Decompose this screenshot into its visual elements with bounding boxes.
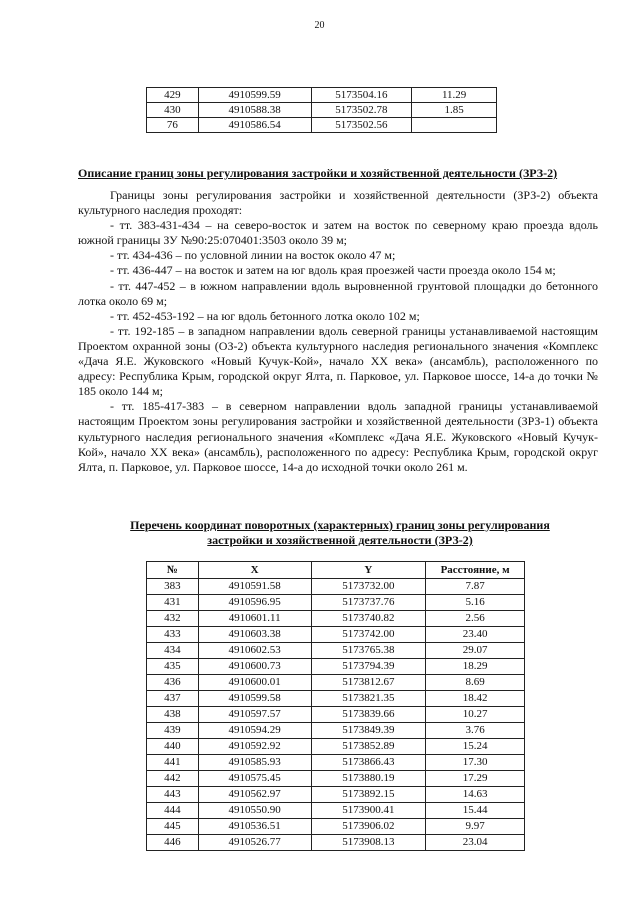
x-coordinate-cell: 4910588.38 [198, 103, 311, 118]
coordinates-table [146, 561, 525, 851]
table-row [147, 755, 525, 771]
paragraph: - тт. 383-431-434 – на северо-восток и затем на восток по северному краю проезда вдоль южной границы ЗУ №90:25:070401:3503 около 39 м; [78, 218, 598, 248]
table-row [147, 595, 525, 611]
column-header-y: Y [311, 562, 426, 579]
coordinates-list-heading: Перечень координат поворотных (характерных) границ зоны регулирования застройки и хозяйственной деятельности (ЗРЗ-2) [130, 518, 550, 547]
point-number-cell: 440 [147, 739, 199, 755]
x-coordinate-cell: 4910599.58 [198, 691, 311, 707]
x-coordinate-cell: 4910575.45 [198, 771, 311, 787]
distance-cell: 23.40 [426, 627, 525, 643]
x-coordinate-cell: 4910600.73 [198, 659, 311, 675]
paragraph: - тт. 192-185 – в западном направлении вдоль северной границы устанавливаемой настоящим Проектом охранной зоны (ОЗ-2) объекта культурного наследия регионального значения «Комплекс «Дача Я.Е. Жуковского «Новый Кучук-Кой», начало XX века» (ансамбль), расположенного по адресу: Республика Крым, городской округ Ялта, п. Парковое, ул. Парковое шоссе, 14-а до точки № 185 около 144 м; [78, 323, 598, 399]
point-number-cell: 434 [147, 643, 199, 659]
x-coordinate-cell: 4910597.57 [198, 707, 311, 723]
x-coordinate-cell: 4910594.29 [198, 723, 311, 739]
point-number-cell: 76 [147, 118, 199, 133]
distance-cell: 5.16 [426, 595, 525, 611]
x-coordinate-cell: 4910591.58 [198, 579, 311, 595]
table-row [147, 707, 525, 723]
table-row [147, 771, 525, 787]
point-number-cell: 441 [147, 755, 199, 771]
point-number-cell: 445 [147, 819, 199, 835]
table-row [147, 659, 525, 675]
distance-cell: 29.07 [426, 643, 525, 659]
distance-cell: 23.04 [426, 835, 525, 851]
y-coordinate-cell: 5173839.66 [311, 707, 426, 723]
distance-cell: 2.56 [426, 611, 525, 627]
column-header-distance: Расстояние, м [426, 562, 525, 579]
point-number-cell: 432 [147, 611, 199, 627]
y-coordinate-cell: 5173866.43 [311, 755, 426, 771]
column-header-number: № [147, 562, 199, 579]
paragraph: Границы зоны регулирования застройки и хозяйственной деятельности (ЗРЗ-2) объекта культурного наследия проходят: [78, 188, 598, 218]
y-coordinate-cell: 5173765.38 [311, 643, 426, 659]
point-number-cell: 437 [147, 691, 199, 707]
coordinates-table-continued [146, 87, 497, 133]
point-number-cell: 431 [147, 595, 199, 611]
page-number: 20 [314, 20, 325, 31]
x-coordinate-cell: 4910603.38 [198, 627, 311, 643]
table-row [147, 723, 525, 739]
paragraph: - тт. 434-436 – по условной линии на восток около 47 м; [110, 248, 396, 263]
point-number-cell: 383 [147, 579, 199, 595]
section-heading: Описание границ зоны регулирования застройки и хозяйственной деятельности (ЗРЗ-2) [78, 166, 558, 180]
distance-cell: 7.87 [426, 579, 525, 595]
table-row [147, 611, 525, 627]
point-number-cell: 439 [147, 723, 199, 739]
x-coordinate-cell: 4910586.54 [198, 118, 311, 133]
distance-cell: 10.27 [426, 707, 525, 723]
y-coordinate-cell: 5173852.89 [311, 739, 426, 755]
point-number-cell: 435 [147, 659, 199, 675]
paragraph: - тт. 447-452 – в южном направлении вдоль выровненной грунтовой площадки до бетонного лотка около 69 м; [78, 278, 598, 308]
table-row [147, 579, 525, 595]
table-row [147, 88, 497, 103]
table-row [147, 675, 525, 691]
x-coordinate-cell: 4910592.92 [198, 739, 311, 755]
point-number-cell: 433 [147, 627, 199, 643]
x-coordinate-cell: 4910550.90 [198, 803, 311, 819]
x-coordinate-cell: 4910562.97 [198, 787, 311, 803]
point-number-cell: 430 [147, 103, 199, 118]
y-coordinate-cell: 5173504.16 [311, 88, 412, 103]
table-row [147, 691, 525, 707]
point-number-cell: 443 [147, 787, 199, 803]
table-row [147, 643, 525, 659]
point-number-cell: 438 [147, 707, 199, 723]
y-coordinate-cell: 5173737.76 [311, 595, 426, 611]
paragraph: - тт. 452-453-192 – на юг вдоль бетонного лотка около 102 м; [110, 308, 420, 323]
distance-cell: 9.97 [426, 819, 525, 835]
y-coordinate-cell: 5173812.67 [311, 675, 426, 691]
x-coordinate-cell: 4910600.01 [198, 675, 311, 691]
y-coordinate-cell: 5173906.02 [311, 819, 426, 835]
table-row [147, 103, 497, 118]
distance-cell: 18.42 [426, 691, 525, 707]
y-coordinate-cell: 5173502.78 [311, 103, 412, 118]
point-number-cell: 446 [147, 835, 199, 851]
table-body [147, 88, 497, 133]
x-coordinate-cell: 4910526.77 [198, 835, 311, 851]
table-header-row [147, 562, 525, 579]
distance-cell: 3.76 [426, 723, 525, 739]
point-number-cell: 444 [147, 803, 199, 819]
point-number-cell: 442 [147, 771, 199, 787]
x-coordinate-cell: 4910599.59 [198, 88, 311, 103]
distance-cell: 18.29 [426, 659, 525, 675]
paragraph: - тт. 436-447 – на восток и затем на юг вдоль края проезжей части проезда около 154 м; [110, 263, 556, 278]
column-header-x: X [198, 562, 311, 579]
x-coordinate-cell: 4910596.95 [198, 595, 311, 611]
distance-cell: 17.30 [426, 755, 525, 771]
y-coordinate-cell: 5173742.00 [311, 627, 426, 643]
y-coordinate-cell: 5173880.19 [311, 771, 426, 787]
table-row [147, 819, 525, 835]
x-coordinate-cell: 4910536.51 [198, 819, 311, 835]
y-coordinate-cell: 5173502.56 [311, 118, 412, 133]
distance-cell: 15.24 [426, 739, 525, 755]
y-coordinate-cell: 5173821.35 [311, 691, 426, 707]
y-coordinate-cell: 5173794.39 [311, 659, 426, 675]
paragraph: - тт. 185-417-383 – в северном направлении вдоль западной границы устанавливаемой настоящим Проектом зоны регулирования застройки и хозяйственной деятельности (ЗРЗ-1) объекта культурного наследия регионального значения «Комплекс «Дача Я.Е. Жуковского «Новый Кучук-Кой», начало XX века» (ансамбль), расположенного по адресу: Республика Крым, городской округ Ялта, п. Парковое, ул. Парковое шоссе, 14-а до исходной точки около 261 м. [78, 399, 598, 474]
y-coordinate-cell: 5173900.41 [311, 803, 426, 819]
distance-cell: 15.44 [426, 803, 525, 819]
x-coordinate-cell: 4910601.11 [198, 611, 311, 627]
y-coordinate-cell: 5173892.15 [311, 787, 426, 803]
section-body [78, 188, 598, 475]
table-row [147, 118, 497, 133]
distance-cell: 1.85 [412, 103, 497, 118]
y-coordinate-cell: 5173908.13 [311, 835, 426, 851]
distance-cell: 14.63 [426, 787, 525, 803]
y-coordinate-cell: 5173732.00 [311, 579, 426, 595]
table-row [147, 835, 525, 851]
distance-cell: 17.29 [426, 771, 525, 787]
x-coordinate-cell: 4910585.93 [198, 755, 311, 771]
table-row [147, 739, 525, 755]
point-number-cell: 429 [147, 88, 199, 103]
distance-cell: 11.29 [412, 88, 497, 103]
distance-cell [412, 118, 497, 133]
y-coordinate-cell: 5173740.82 [311, 611, 426, 627]
table-body [147, 579, 525, 851]
point-number-cell: 436 [147, 675, 199, 691]
table-row [147, 787, 525, 803]
x-coordinate-cell: 4910602.53 [198, 643, 311, 659]
table-row [147, 803, 525, 819]
distance-cell: 8.69 [426, 675, 525, 691]
table-row [147, 627, 525, 643]
y-coordinate-cell: 5173849.39 [311, 723, 426, 739]
